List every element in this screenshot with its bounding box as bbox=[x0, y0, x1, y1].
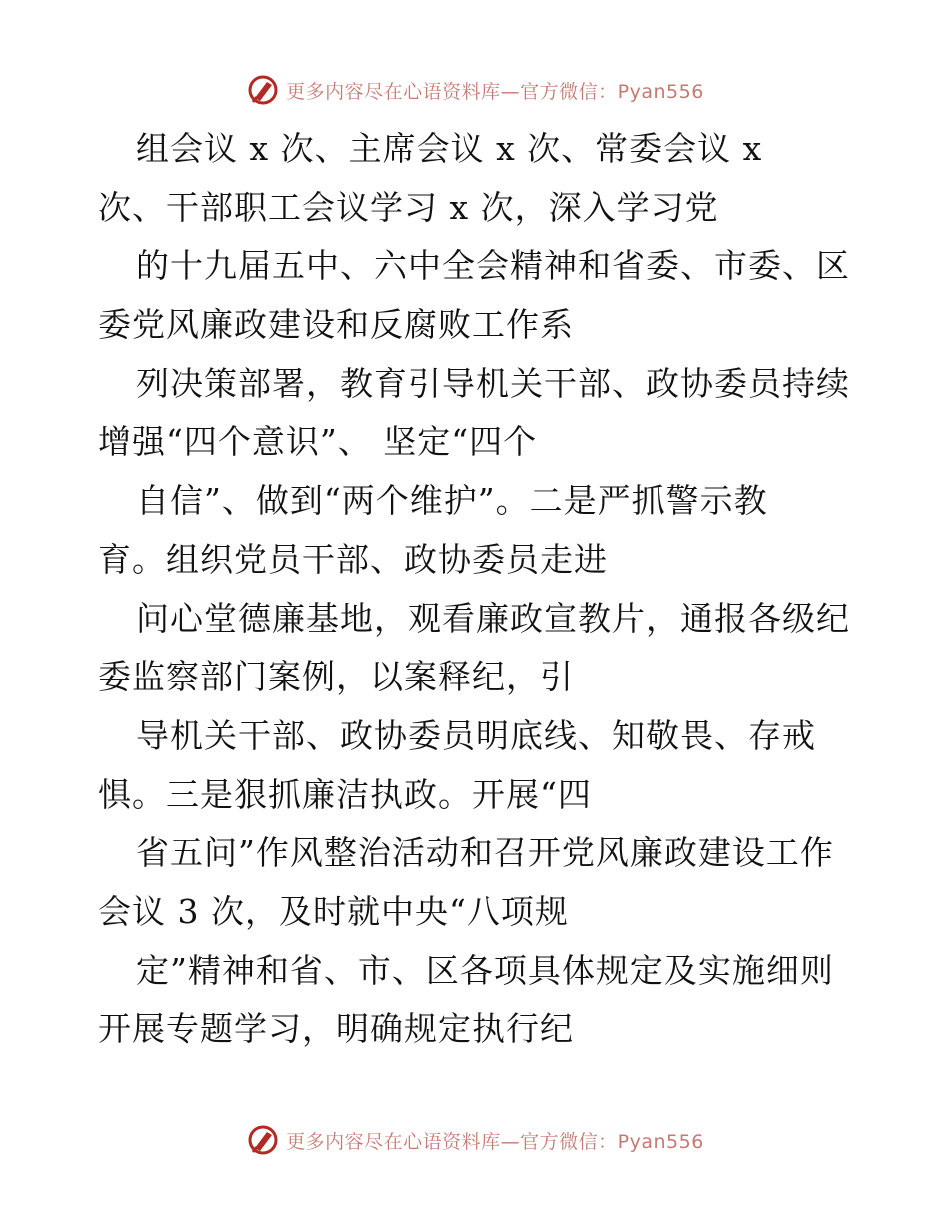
body-line: 会议 3 次，及时就中央“八项规 bbox=[98, 891, 569, 931]
body-line: 列决策部署，教育引导机关干部、政协委员持续 bbox=[136, 363, 850, 403]
body-line: 省五问”作风整治活动和召开党风廉政建设工作 bbox=[136, 833, 834, 873]
body-line: 委监察部门案例，以案释纪，引 bbox=[98, 657, 574, 697]
document-body bbox=[98, 120, 858, 1059]
body-line: 开展专题学习，明确规定执行纪 bbox=[98, 1009, 574, 1049]
body-line: 增强“四个意识”、 坚定“四个 bbox=[98, 422, 538, 462]
footer-banner bbox=[0, 1120, 950, 1160]
body-line: 的十九届五中、六中全会精神和省委、市委、区 bbox=[136, 246, 850, 286]
body-line: 组会议 x 次、主席会议 x 次、常委会议 x bbox=[136, 129, 763, 168]
pen-nib-logo-icon bbox=[246, 1123, 280, 1157]
header-text: 更多内容尽在心语资料库—官方微信：Pyan556 bbox=[286, 80, 704, 103]
body-line: 惧。三是狠抓廉洁执政。开展“四 bbox=[98, 774, 592, 814]
header-banner bbox=[0, 70, 950, 110]
body-line: 次、干部职工会议学习 x 次，深入学习党 bbox=[98, 187, 719, 227]
footer-text: 更多内容尽在心语资料库—官方微信：Pyan556 bbox=[286, 1130, 704, 1153]
body-line: 自信”、做到“两个维护”。二是严抓警示教 bbox=[136, 481, 768, 521]
body-line: 问心堂德廉基地，观看廉政宣教片，通报各级纪 bbox=[136, 598, 850, 638]
body-line: 定”精神和省、市、区各项具体规定及实施细则 bbox=[136, 950, 834, 990]
body-line: 导机关干部、政协委员明底线、知敬畏、存戒 bbox=[136, 715, 816, 755]
pen-nib-logo-icon bbox=[246, 73, 280, 107]
body-line: 育。组织党员干部、政协委员走进 bbox=[98, 539, 608, 579]
body-line: 委党风廉政建设和反腐败工作系 bbox=[98, 305, 574, 345]
